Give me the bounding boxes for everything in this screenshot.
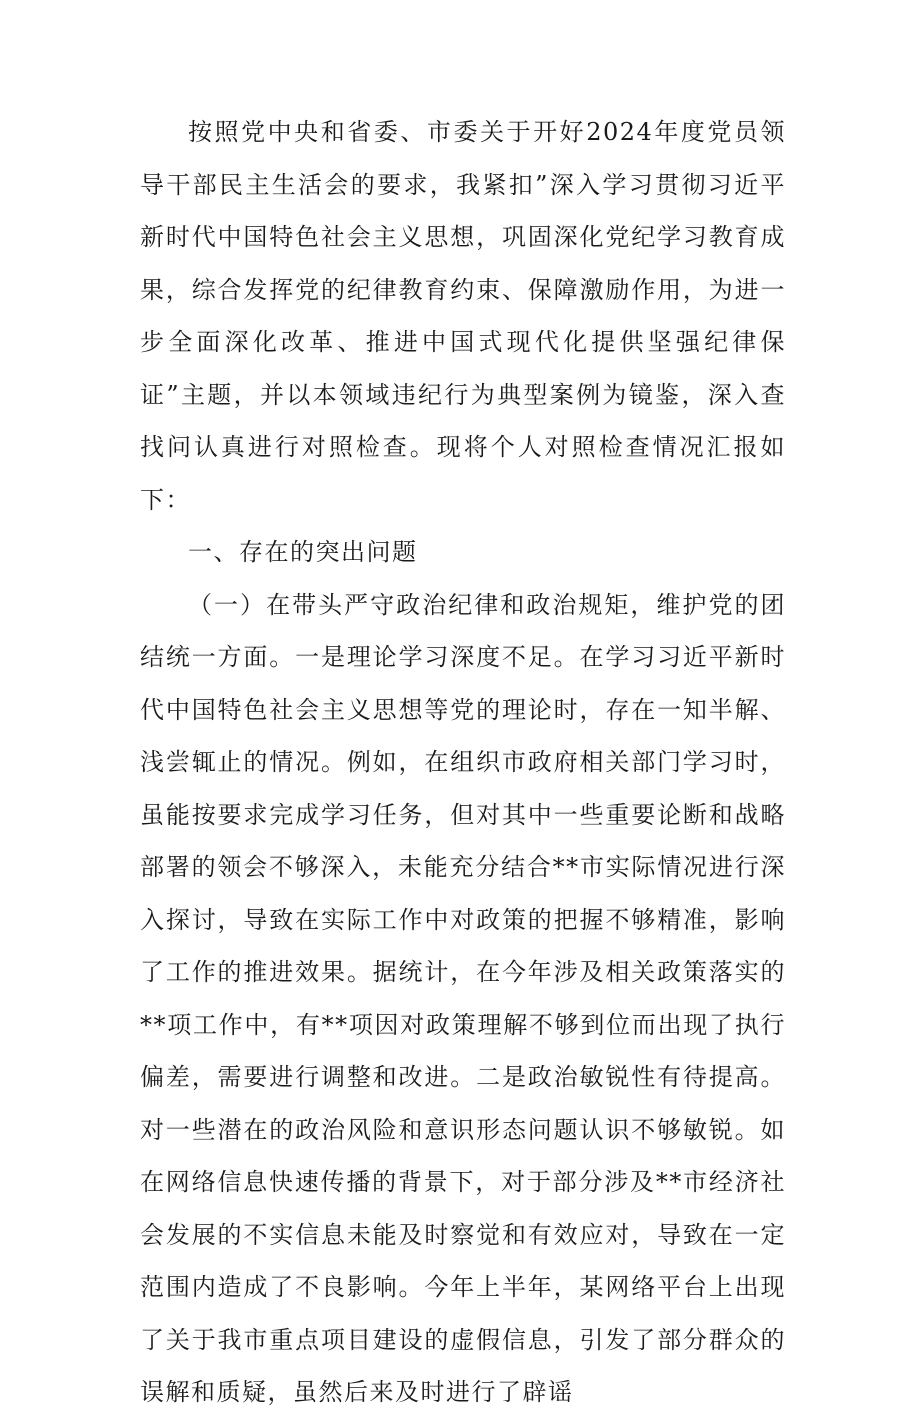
document-body	[140, 106, 786, 1419]
section-heading-problems: 一、存在的突出问题	[188, 538, 418, 566]
section-paragraph-political-discipline: （一）在带头严守政治纪律和政治规矩，维护党的团结统一方面。一是理论学习深度不足。在学习习近平新时代中国特色社会主义思想等党的理论时，存在一知半解、浅尝辄止的情况。例如，在组织市政府相关部门学习时，虽能按要求完成学习任务，但对其中一些重要论断和战略部署的领会不够深入，未能充分结合**市实际情况进行深入探讨，导致在实际工作中对政策的把握不够精准，影响了工作的推进效果。据统计，在今年涉及相关政策落实的**项工作中，有**项因对政策理解不够到位而出现了执行偏差，需要进行调整和改进。二是政治敏锐性有待提高。对一些潜在的政治风险和意识形态问题认识不够敏锐。如在网络信息快速传播的背景下，对于部分涉及**市经济社会发展的不实信息未能及时察觉和有效应对，导致在一定范围内造成了不良影响。今年上半年，某网络平台上出现了关于我市重点项目建设的虚假信息，引发了部分群众的误解和质疑，虽然后来及时进行了辟谣	[140, 590, 786, 1406]
intro-paragraph: 按照党中央和省委、市委关于开好2024年度党员领导干部民主生活会的要求，我紧扣”深入学习贯彻习近平新时代中国特色社会主义思想，巩固深化党纪学习教育成果，综合发挥党的纪律教育约束、保障激励作用，为进一步全面深化改革、推进中国式现代化提供坚强纪律保证”主题，并以本领域违纪行为典型案例为镜鉴，深入查找问认真进行对照检查。现将个人对照检查情况汇报如下：	[140, 118, 786, 514]
